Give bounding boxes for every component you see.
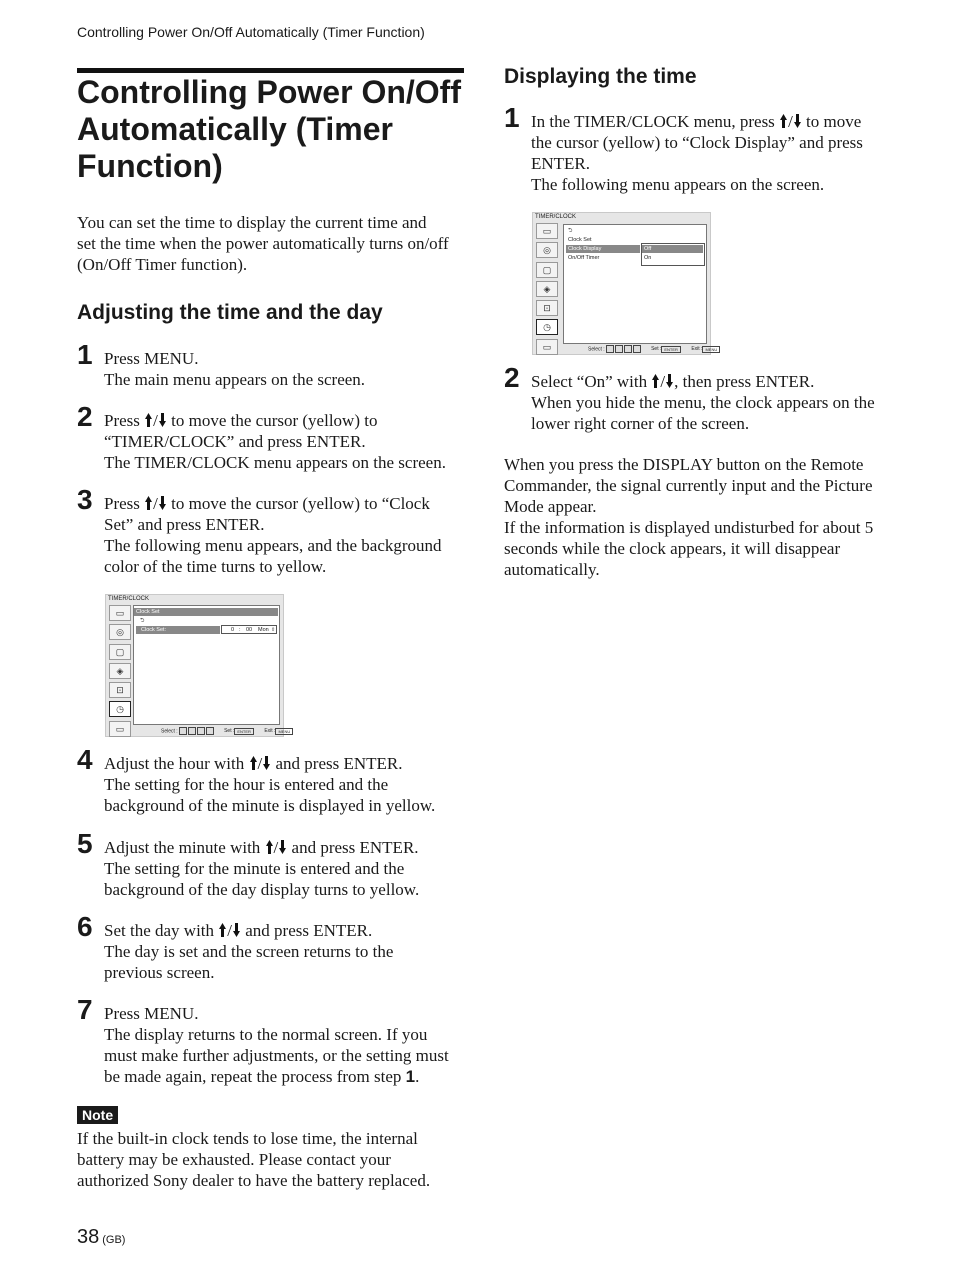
select-label: Select : (588, 346, 605, 353)
step-line (104, 1045, 449, 1066)
step-text-segment: to move the cursor (yellow) to (166, 411, 378, 430)
return-icon: ⮌ (568, 228, 573, 234)
up-arrow-icon (266, 840, 273, 854)
closing-line: seconds while the clock appears, it will disappear (504, 539, 841, 558)
osd-title: TIMER/CLOCK (535, 214, 577, 220)
step-text (104, 348, 365, 390)
enter-key: ENTER (661, 346, 681, 353)
setup-icon: ◈ (109, 663, 131, 679)
updown-icon: ⇳ (271, 627, 276, 633)
step-line (104, 1024, 449, 1045)
step-line (104, 493, 442, 514)
step-text-segment: be made again, repeat the process from step (104, 1067, 406, 1086)
step-number: 2 (77, 401, 93, 432)
return-icon: ⮌ (140, 618, 145, 624)
step-text-segment: Press (104, 494, 145, 513)
step-text-segment: Set” and press ENTER. (104, 515, 265, 534)
step-line (531, 132, 863, 153)
option-list (641, 243, 705, 266)
step-text-segment: background of the day display turns to yellow. (104, 880, 420, 899)
step-text-segment: the cursor (yellow) to “Clock Display” and press (531, 133, 863, 152)
menu-item-clock-display: Clock Display (566, 245, 640, 253)
step-text-segment: Press MENU. (104, 1004, 199, 1023)
section-heading-adjust: Adjusting the time and the day (77, 301, 383, 324)
exit-label: Exit : (264, 728, 276, 735)
step-number: 3 (77, 484, 93, 515)
updown-arrows-icon: / (144, 494, 167, 513)
menu-item-onoff-timer: On/Off Timer (568, 255, 600, 261)
step-text-segment: previous screen. (104, 963, 215, 982)
osd-footer (161, 727, 293, 735)
step-text-segment: and press ENTER. (271, 754, 403, 773)
step-line (104, 369, 365, 390)
step-line (104, 837, 419, 858)
osd-title: TIMER/CLOCK (108, 596, 150, 602)
note-line: battery may be exhausted. Please contact your (77, 1150, 391, 1169)
picture-icon: ▭ (536, 223, 558, 239)
note-line: authorized Sony dealer to have the battery replaced. (77, 1171, 431, 1190)
note-line: If the built-in clock tends to lose time, the internal (77, 1129, 418, 1148)
hour-value: 0 (231, 627, 235, 633)
updown-arrows-icon: / (265, 838, 288, 857)
page-number-value: 38 (77, 1226, 100, 1248)
step-text (104, 920, 393, 983)
minute-value: 00 (246, 627, 253, 633)
step-text (104, 753, 435, 816)
up-arrow-icon (145, 496, 152, 510)
step-text-segment: When you hide the menu, the clock appears on the (531, 393, 875, 412)
step-number: 1 (504, 102, 520, 133)
down-arrow-icon (263, 756, 270, 770)
option-off: Off (642, 245, 703, 253)
sound-icon: ◎ (536, 242, 558, 258)
intro-line: set the time when the power automatically turns on/off (77, 234, 449, 253)
closing-paragraph (504, 454, 873, 580)
step-text (104, 493, 442, 577)
step-text (104, 1003, 449, 1087)
clock-icon: ◷ (536, 319, 558, 335)
step-line (104, 514, 442, 535)
step-number: 2 (504, 362, 520, 393)
step-text-segment: must make further adjustments, or the setting must (104, 1046, 449, 1065)
updown-arrows-icon: / (651, 372, 674, 391)
step-line (531, 111, 863, 132)
clock-display-screen (532, 212, 718, 355)
step-number: 6 (77, 911, 93, 942)
step-line (104, 452, 446, 473)
down-arrow-icon (159, 413, 166, 427)
step-reference: 1 (405, 1067, 416, 1086)
step-text-segment: The display returns to the normal screen. If you (104, 1025, 428, 1044)
step-line (531, 392, 875, 413)
step-line (104, 556, 442, 577)
up-arrow-icon (145, 413, 152, 427)
intro-line: You can set the time to display the current time and (77, 213, 427, 232)
step-text-segment: “TIMER/CLOCK” and press ENTER. (104, 432, 366, 451)
step-line (531, 153, 863, 174)
down-arrow-icon (159, 496, 166, 510)
osd-header-row: Clock Set (134, 608, 278, 616)
osd-footer (588, 345, 720, 353)
step-number: 4 (77, 744, 93, 775)
step-line (104, 962, 393, 983)
set-label: Set : (651, 346, 662, 353)
menu-key: MENU (702, 346, 720, 353)
arrow-key-icon (624, 345, 632, 353)
step-text-segment: The main menu appears on the screen. (104, 370, 366, 389)
step-text-segment: The TIMER/CLOCK menu appears on the screen. (104, 453, 446, 472)
option-on: On (644, 255, 652, 261)
step-text (531, 111, 863, 195)
osd-panel (133, 605, 280, 725)
updown-arrows-icon: / (144, 411, 167, 430)
step-text-segment: to move (801, 112, 862, 131)
setup-icon: ◈ (536, 281, 558, 297)
intro-line: (On/Off Timer function). (77, 255, 248, 274)
page-title: Controlling Power On/Off Automatically (Timer Function) (77, 74, 461, 184)
menu-item-clock-set: Clock Set (568, 237, 592, 243)
sound-icon: ◎ (109, 624, 131, 640)
step-line (531, 413, 875, 434)
step-text-segment: Press MENU. (104, 349, 199, 368)
osd-icon-column (109, 605, 134, 740)
clock-icon: ◷ (109, 701, 131, 717)
updown-arrows-icon: / (218, 921, 241, 940)
updown-arrows-icon: / (779, 112, 802, 131)
step-text-segment: . (415, 1067, 420, 1086)
clock-set-item: Clock Set: (136, 626, 220, 634)
arrow-key-icon (606, 345, 614, 353)
step-line (104, 941, 393, 962)
arrow-key-icon (615, 345, 623, 353)
step-text-segment: Select “On” with (531, 372, 652, 391)
step-number: 5 (77, 828, 93, 859)
down-arrow-icon (279, 840, 286, 854)
note-badge: Note (77, 1106, 118, 1124)
up-arrow-icon (780, 114, 787, 128)
step-line (104, 1066, 449, 1087)
down-arrow-icon (666, 374, 673, 388)
step-text-segment: ENTER. (531, 154, 591, 173)
arrow-key-icon (197, 727, 205, 735)
arrow-key-icon (633, 345, 641, 353)
closing-line: Commander, the signal currently input and the Picture (504, 476, 873, 495)
step-line (531, 371, 875, 392)
down-arrow-icon (233, 923, 240, 937)
arrow-key-icon (206, 727, 214, 735)
step-line (104, 535, 442, 556)
title-rule (77, 68, 464, 73)
step-text-segment: , then press ENTER. (674, 372, 815, 391)
step-text-segment: The setting for the minute is entered and the (104, 859, 405, 878)
screen-icon: ▢ (109, 644, 131, 660)
up-arrow-icon (652, 374, 659, 388)
language-icon: ▭ (536, 339, 558, 355)
select-label: Select : (161, 728, 178, 735)
clock-set-screen (105, 594, 291, 737)
enter-key: ENTER (234, 728, 254, 735)
arrow-key-icon (188, 727, 196, 735)
time-separator: : (239, 627, 241, 633)
updown-arrows-icon: / (249, 754, 272, 773)
input-icon: ⊡ (536, 300, 558, 316)
set-label: Set : (224, 728, 235, 735)
step-line (104, 774, 435, 795)
step-text-segment: color of the time turns to yellow. (104, 557, 327, 576)
step-line (104, 858, 419, 879)
step-text-segment: Press (104, 411, 145, 430)
down-arrow-icon (794, 114, 801, 128)
page-number (77, 1226, 125, 1249)
osd-icon-column (536, 223, 561, 358)
step-text (104, 837, 419, 900)
step-line (104, 879, 419, 900)
intro-paragraph (77, 212, 449, 275)
step-line (531, 174, 863, 195)
input-icon: ⊡ (109, 682, 131, 698)
step-text-segment: The following menu appears, and the background (104, 536, 442, 555)
step-line (104, 753, 435, 774)
region-code: (GB) (102, 1234, 126, 1246)
closing-line: If the information is displayed undisturbed for about 5 (504, 518, 874, 537)
up-arrow-icon (219, 923, 226, 937)
step-text-segment: The following menu appears on the screen. (531, 175, 825, 194)
osd-panel (563, 224, 707, 344)
menu-key: MENU (275, 728, 293, 735)
step-line (104, 431, 446, 452)
closing-line: When you press the DISPLAY button on the Remote (504, 455, 864, 474)
exit-label: Exit : (691, 346, 703, 353)
step-text-segment: The day is set and the screen returns to the (104, 942, 394, 961)
step-line (104, 348, 365, 369)
step-text (104, 410, 446, 473)
section-heading-display: Displaying the time (504, 65, 697, 88)
step-text-segment: Adjust the minute with (104, 838, 265, 857)
note-text (77, 1128, 430, 1191)
arrow-key-icon (179, 727, 187, 735)
step-text-segment: to move the cursor (yellow) to “Clock (166, 494, 430, 513)
up-arrow-icon (250, 756, 257, 770)
step-line (104, 410, 446, 431)
running-header: Controlling Power On/Off Automatically (Timer Function) (77, 24, 425, 40)
step-text-segment: In the TIMER/CLOCK menu, press (531, 112, 780, 131)
step-text-segment: Adjust the hour with (104, 754, 249, 773)
step-line (104, 795, 435, 816)
step-text-segment: The setting for the hour is entered and the (104, 775, 389, 794)
step-number: 1 (77, 339, 93, 370)
step-text-segment: and press ENTER. (241, 921, 373, 940)
step-text-segment: lower right corner of the screen. (531, 414, 750, 433)
time-field (221, 625, 277, 634)
step-text-segment: Set the day with (104, 921, 219, 940)
screen-icon: ▢ (536, 262, 558, 278)
closing-line: Mode appear. (504, 497, 597, 516)
step-number: 7 (77, 994, 93, 1025)
step-line (104, 1003, 449, 1024)
step-text-segment: background of the minute is displayed in yellow. (104, 796, 436, 815)
closing-line: automatically. (504, 560, 600, 579)
step-text (531, 371, 875, 434)
day-value: Mon (258, 627, 269, 633)
step-line (104, 920, 393, 941)
language-icon: ▭ (109, 721, 131, 737)
step-text-segment: and press ENTER. (287, 838, 419, 857)
picture-icon: ▭ (109, 605, 131, 621)
